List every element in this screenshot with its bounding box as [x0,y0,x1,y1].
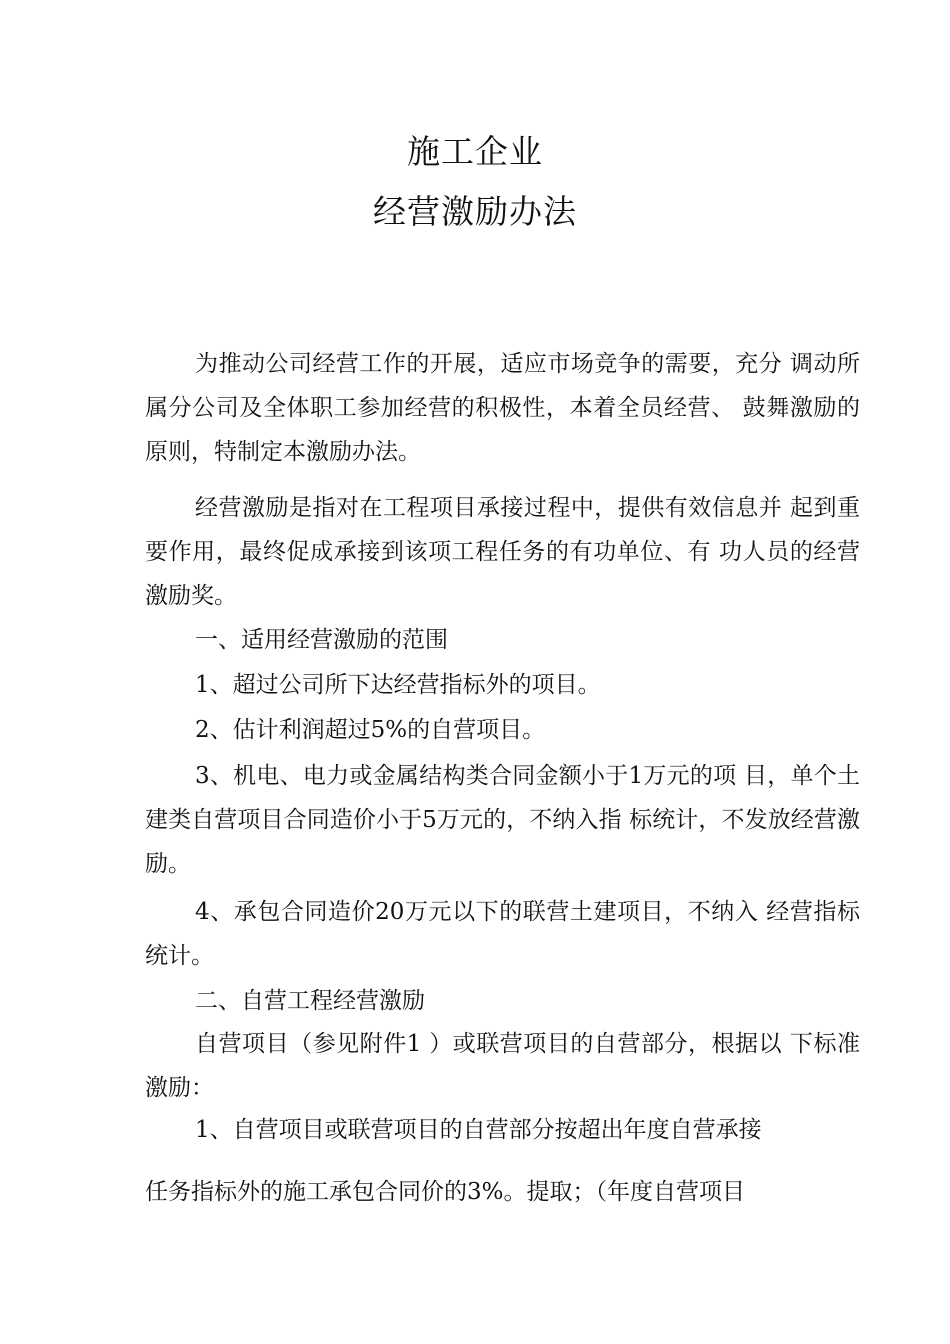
section2-heading: 二、自营工程经营激励 [195,988,425,1014]
section1-item4: 4、承包合同造价20万元以下的联营土建项目，不纳入 经营指标统计。 [145,899,860,969]
intro-paragraph: 为推动公司经营工作的开展，适应市场竞争的需要，充分 调动所属分公司及全体职工参加经营的积极性，本着全员经营、 鼓舞激励的原则，特制定本激励办法。 [145,351,860,465]
section1-heading: 一、适用经营激励的范围 [195,627,448,653]
section1-item3: 3、机电、电力或金属结构类合同金额小于1万元的项 目，单个土建类自营项目合同造价小于5万元的，不纳入指 标统计，不发放经营激励。 [145,763,860,877]
section2-paragraph: 自营项目（参见附件1 ）或联营项目的自营部分，根据以 下标准激励： [145,1031,860,1101]
section1-item1: 1、超过公司所下达经营指标外的项目。 [195,672,601,698]
document-title-line2: 经营激励办法 [373,192,577,231]
document-title-line1: 施工企业 [407,132,543,171]
section2-item1-line1: 1、自营项目或联营项目的自营部分按超出年度自营承接 [195,1117,762,1143]
section1-item2: 2、估计利润超过5%的自营项目。 [195,717,546,743]
definition-paragraph: 经营激励是指对在工程项目承接过程中，提供有效信息并 起到重要作用，最终促成承接到该项工程任务的有功单位、有 功人员的经营激励奖。 [145,495,860,609]
section2-item1-line2: 任务指标外的施工承包合同价的3%。提取；（年度自营项目 [145,1179,745,1205]
